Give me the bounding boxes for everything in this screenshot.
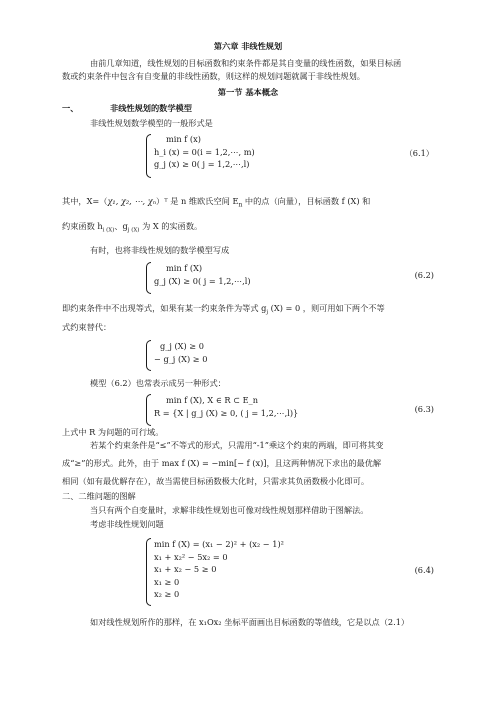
brace: [146, 394, 151, 426]
chapter-title: 第六章 非线性规划: [213, 41, 283, 51]
variables: χ₁, χ₂, ⋯, χₙ: [107, 196, 157, 206]
equation-line: g_j (X) ≥ 0( j = 1,2,⋯,l): [154, 275, 251, 286]
equation-number: (6.4): [414, 565, 434, 575]
equation-line: g_j (x) ≥ 0( j = 1,2,⋯,l): [154, 159, 250, 169]
subsection-title-2: 二、二维问题的图解: [62, 491, 136, 501]
section-title: 第一节 基本概念: [217, 87, 279, 97]
paragraph: 相同（如有最优解存在），故当需使目标函数极大化时，只需求其负函数极小化即可。: [62, 476, 370, 486]
paragraph: 若某个约束条件是“≤”不等式的形式，只需用“-1”乘这个约束的两端，即可将其变: [90, 440, 384, 450]
equation-block-6-2: [154, 263, 251, 288]
equation-line: x₂ ≥ 0: [154, 589, 180, 599]
paragraph: 模型（6.2）也常表示成另一种形式：: [90, 378, 226, 388]
equation-line: g_j (X) ≥ 0: [160, 341, 204, 351]
brace: [146, 340, 151, 371]
paragraph-line: [62, 196, 370, 211]
equation-number: (6.3): [414, 404, 434, 414]
subscript: j (X): [127, 227, 140, 234]
subsection-title: 非线性规划的数学模型: [110, 103, 192, 113]
paragraph-line: [62, 303, 385, 319]
equation-block-6-1: [154, 134, 255, 172]
equation-block-substitute: [154, 341, 207, 366]
equation-line: min f (X), X ∈ R ⊂ E_n: [166, 395, 258, 405]
equation-block-6-4: [154, 539, 284, 602]
equation-line: x₁ ≥ 0: [154, 576, 180, 587]
equation-line: − g_j (X) ≥ 0: [154, 353, 208, 364]
text: 、g: [114, 221, 128, 231]
equation-line: min f (X) = (x₁ − 2)² + (x₂ − 1)²: [154, 539, 284, 549]
text: (X) = 0 ，则可用如下两个不等: [268, 303, 385, 313]
paragraph-line: [62, 221, 202, 237]
text: 其中，X=（: [62, 196, 108, 206]
subsection-number: 一、: [62, 103, 79, 113]
paragraph: 考虑非线性规划问题: [90, 519, 164, 529]
text: ）ᵀ 是 n 维欧氏空间 E: [156, 196, 239, 206]
subscript: j: [266, 309, 269, 316]
paragraph: 当只有两个自变量时，求解非线性规划也可像对线性规划那样借助于图解法。: [90, 505, 369, 515]
equation-line: min f (X): [166, 263, 203, 273]
paragraph: 式约束替代：: [62, 322, 112, 332]
equation-block-6-3: [154, 395, 298, 420]
brace: [146, 134, 151, 178]
equation-number: （6.1）: [404, 148, 434, 158]
equation-line: x₁ + x₂² − 5x₂ = 0: [154, 551, 228, 562]
subscript: n: [238, 201, 243, 209]
paragraph: 如对线性规划所作的那样，在 x₁Ox₂ 坐标平面画出目标函数的等值线，它是以点（2.1）: [90, 617, 410, 627]
subscript: i (X): [102, 227, 115, 234]
intro-line-2: 数或约束条件中包含有自变量的非线性函数，则这样的规划问题就属于非线性规划。: [62, 71, 365, 81]
paragraph: 有时，也将非线性规划的数学模型写成: [90, 245, 230, 255]
equation-line: x₁ + x₂ − 5 ≥ 0: [154, 564, 217, 574]
brace: [146, 262, 151, 294]
text: 为 X 的实函数。: [139, 221, 203, 231]
equation-line: min f (x): [166, 134, 201, 144]
paragraph: 成“≥”的形式。此外，由于 max f (X) = −min[− f (x)]，且这两种情况下求出的最优解: [62, 458, 382, 468]
paragraph: 上式中 R 为问题的可行域。: [62, 427, 164, 437]
brace: [146, 538, 151, 606]
text: 即约束条件中不出现等式，如果有某一约束条件为等式 g: [62, 303, 267, 313]
text: 约束函数 h: [62, 221, 103, 231]
equation-line: R = {X | g_j (X) ≥ 0, ( j = 1,2,⋯,l)}: [154, 407, 299, 418]
equation-line: h_i (x) = 0(i = 1,2,⋯, m): [154, 146, 255, 157]
equation-number: (6.2): [414, 270, 434, 280]
text: 中的点（向量），目标函数 f (X) 和: [242, 196, 371, 206]
paragraph: 非线性规划数学模型的一般形式是: [90, 118, 213, 128]
intro-line-1: 由前几章知道，线性规划的目标函数和约束条件都是其自变量的线性函数，如果目标函: [90, 58, 402, 68]
